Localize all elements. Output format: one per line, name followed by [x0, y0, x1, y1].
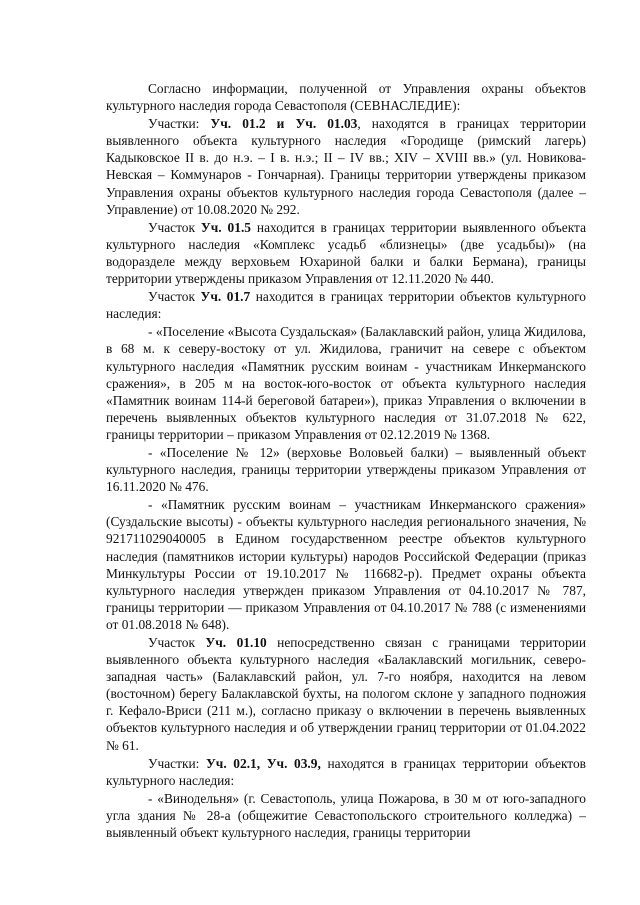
paragraph-text: - «Поселение № 12» (верховье Воловьей балки) – выявленный объект культурного наследия, границы территории утверждены приказом Управления от 16.11.2020 № 476. — [106, 444, 586, 495]
paragraph-text: , находятся в границах территории выявленного объекта культурного наследия «Городище (римский лагерь) Кадыковское II в. до н.э. – I в. н.э.; II – IV вв.; XIV – XVIII вв.» (ул. Новикова-Невская – Коммунаров - Гончарная). Границы территории утверждены приказом Управления охраны объектов культурного наследия города Севастополя (далее – Управление) от 10.08.2020 № 292. — [106, 116, 586, 217]
bold-text: Уч. 02.1, Уч. 03.9, — [205, 755, 321, 771]
document-paragraph — [106, 288, 586, 322]
document-body — [106, 80, 586, 841]
paragraph-text: Участки: — [148, 116, 211, 132]
paragraph-text: находятся в границах территории объектов культурного наследия: — [106, 755, 586, 788]
document-paragraph — [106, 496, 586, 633]
paragraph-text: находится в границах территории объектов культурного наследия: — [106, 289, 586, 322]
document-paragraph — [106, 219, 586, 287]
paragraph-text: Участок — [148, 635, 206, 650]
paragraph-text: Участки: — [148, 755, 206, 771]
paragraph-text: - «Винодельня» (г. Севастополь, улица Пожарова, в 30 м от юго-западного угла здания № 28-а (общежитие Севастопольского строительного колледжа) – выявленный объект культурного наследия, границы территории — [106, 790, 586, 841]
bold-text: Уч. 01.7 — [200, 289, 251, 305]
paragraph-text: Участок — [148, 219, 201, 235]
paragraph-text: непосредственно связан с границами территории выявленного объекта культурного наследия «Балаклавский могильник, северо-западная часть» (Балаклавский район, ул. 7-го ноября, находится на левом (восточном) берегу Балаклавской бухты, на пологом склоне у западного подножия г. Кефало-Вриси (211 м.), согласно приказу о включении в перечень выявленных объектов культурного наследия и об утверждении границ территории от 01.04.2022 № 61. — [106, 635, 586, 753]
document-paragraph — [106, 80, 586, 114]
document-paragraph — [106, 634, 586, 754]
document-paragraph — [106, 755, 586, 789]
document-paragraph — [106, 323, 586, 443]
bold-text: Уч. 01.2 и Уч. 01.03 — [210, 116, 358, 132]
paragraph-text: Согласно информации, полученной от Управления охраны объектов культурного наследия города Севастополя (СЕВНАСЛЕДИЕ): — [106, 81, 586, 114]
bold-text: Уч. 01.10 — [205, 635, 267, 650]
bold-text: Уч. 01.5 — [200, 219, 251, 235]
paragraph-text: - «Памятник русским воинам – участникам Инкерманского сражения» (Суздальские высоты) - объекты культурного наследия регионального значения, № 921711029040005 в Едином государственном реестре объектов культурного наследия (памятников истории культуры) народов Российской Федерации (приказ Минкультуры России от 19.10.2017 № 116682-р). Предмет охраны объекта культурного наследия утвержден приказом Управления от 04.10.2017 № 787, границы территории — приказом Управления от 04.10.2017 № 788 (с изменениями от 01.08.2018 № 648). — [106, 497, 586, 632]
paragraph-text: Участок — [148, 289, 201, 305]
document-paragraph — [106, 115, 586, 218]
paragraph-text: - «Поселение «Высота Суздальская» (Балаклавский район, улица Жидилова, в 68 м. к северу-востоку от ул. Жидилова, граничит на севере с объектом культурного наследия «Памятник русским воинам - участникам Инкерманского сражения», в 205 м на восток-юго-восток от объекта культурного наследия «Памятник воинам 114-й береговой батареи»), приказ Управления о включении в перечень выявленных объектов культурного наследия от 31.07.2018 № 622, границы территории – приказом Управления от 02.12.2019 № 1368. — [106, 324, 586, 442]
paragraph-text: находится в границах территории выявленного объекта культурного наследия «Комплекс усадьб «близнецы» (две усадьбы)» (на водоразделе между верховьем Юхариной балки и балки Бермана), границы территории утверждены приказом Управления от 12.11.2020 № 440. — [106, 219, 587, 287]
document-paragraph — [106, 444, 586, 495]
document-paragraph — [106, 790, 586, 841]
